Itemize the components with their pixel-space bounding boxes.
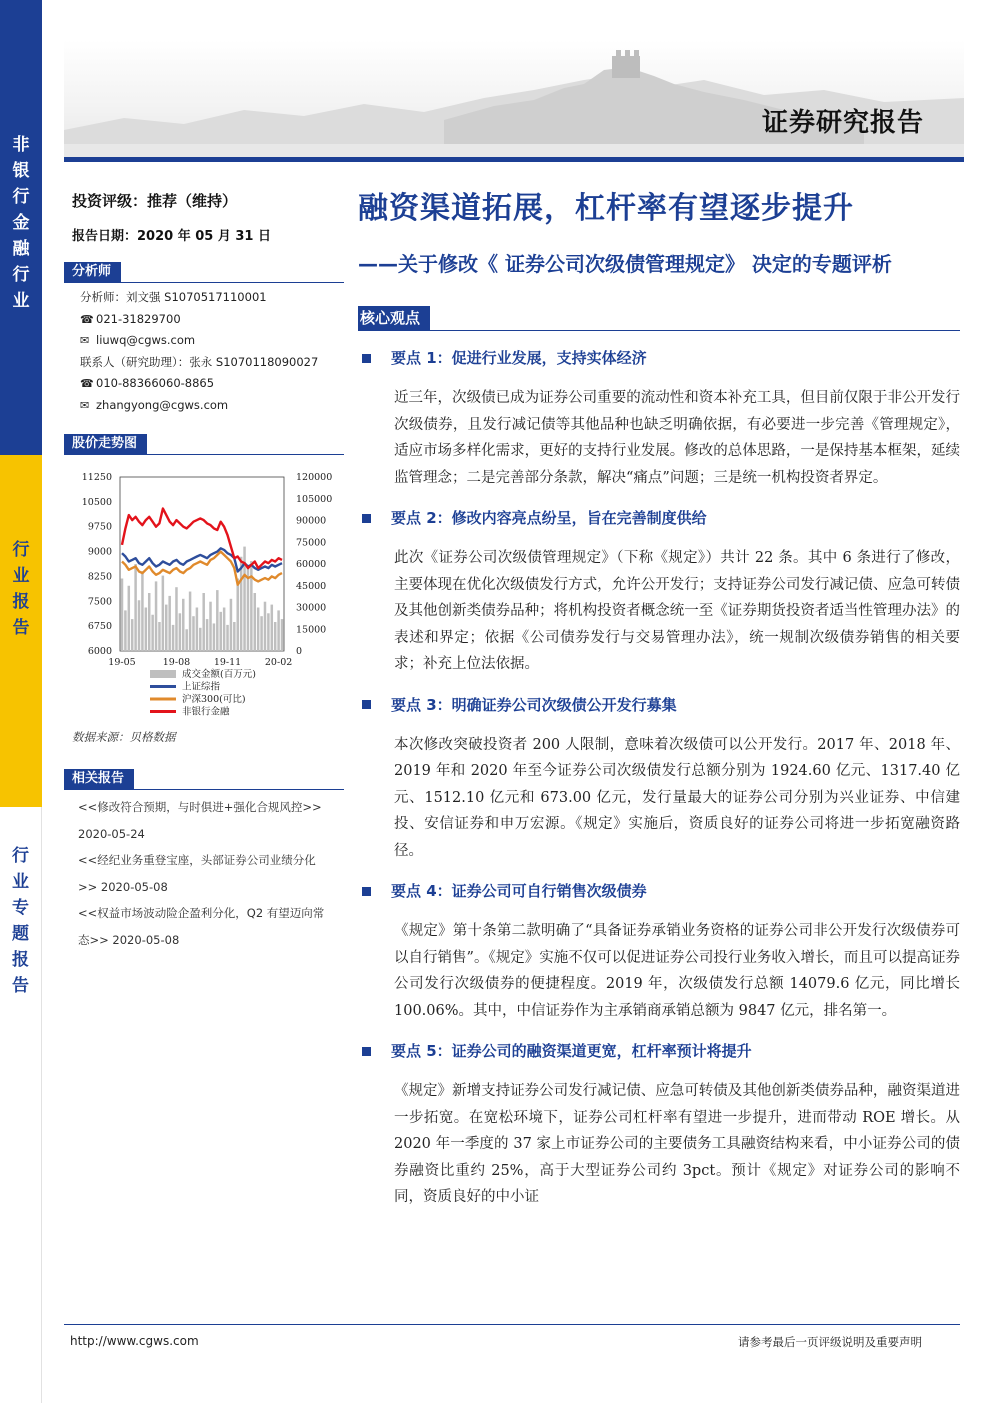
volume-bar (179, 613, 182, 651)
key-point (358, 880, 960, 1024)
phone-icon: ☎ (80, 312, 94, 326)
volume-bar (274, 622, 277, 651)
info-sidebar (64, 178, 344, 953)
analyst-line[interactable] (80, 395, 344, 417)
volume-bar (271, 605, 274, 651)
legend-label: 上证综指 (182, 681, 221, 693)
volume-bar (233, 622, 236, 651)
footer-rule (64, 1324, 960, 1325)
volume-bar (213, 623, 216, 651)
key-point (358, 694, 960, 865)
key-point-body: 《规定》新增支持证券公司发行减记债、应急可转债及其他创新类债券品种，融资渠道进一步拓宽。在宽松环境下，证券公司杠杆率有望进一步提升，进而带动 ROE 增长。从 2020 年一季度的 37 家上市证券公司的主要债务工具融资结构来看，中小证券公司的债券融资比重约 25%，高于大型证券公司约 3pct。预计《规定》对证券公司的影响不同，资质良好的中小证 (394, 1083, 960, 1205)
report-subtitle: ——关于修改《 证券公司次级债管理规定》 决定的专题评析 (358, 252, 892, 276)
volume-bar (131, 619, 134, 651)
header-rule (64, 157, 964, 162)
side-band-sector-text: 非银行金融行业 (12, 135, 30, 311)
report-type-label: 证券研究报告 (761, 108, 924, 138)
volume-bar (236, 579, 239, 652)
y-left-tick-label: 6750 (87, 621, 112, 633)
great-wall-illustration (64, 40, 964, 158)
analyst-line-text: zhangyong@cgws.com (96, 397, 229, 412)
mail-icon: ✉ (80, 398, 90, 412)
side-band-report-kind (0, 807, 42, 1403)
key-point-title (358, 694, 960, 716)
volume-bar (199, 628, 202, 651)
volume-bar (277, 610, 280, 651)
y-left-tick-label: 7500 (87, 596, 112, 608)
core-view-header (358, 306, 960, 331)
volume-bar (151, 615, 154, 651)
footer-disclaimer: 请参考最后一页评级说明及重要声明 (738, 1335, 922, 1349)
y-left-tick-label: 9000 (87, 546, 112, 558)
report-title: 融资渠道拓展，杠杆率有望逐步提升 (358, 191, 854, 226)
mail-icon: ✉ (80, 334, 90, 347)
y-right-tick-label: 0 (296, 646, 303, 657)
volume-bar (264, 602, 267, 651)
side-band-doc-type-text: 行业报告 (12, 540, 30, 638)
x-tick-label: 20-02 (264, 657, 293, 668)
analyst-section-header (64, 262, 344, 283)
key-point-title-text: 要点 5：证券公司的融资渠道更宽，杠杆率预计将提升 (391, 1042, 752, 1060)
key-point (358, 507, 960, 678)
volume-bar (202, 593, 205, 651)
volume-bar (267, 613, 270, 651)
legend-label: 成交金额(百万元) (182, 669, 256, 680)
volume-bar (250, 561, 253, 651)
volume-bar (138, 600, 141, 651)
volume-bar (206, 619, 209, 651)
volume-bar (247, 567, 250, 651)
stock-chart (64, 461, 344, 727)
volume-bar (226, 625, 229, 651)
key-point-title (358, 507, 960, 529)
x-tick-label: 19-08 (162, 657, 191, 668)
volume-bar (162, 576, 165, 651)
volume-bar (189, 592, 192, 651)
analyst-line (80, 352, 344, 374)
key-point-title (358, 347, 960, 369)
chart-section-label: 股价走势图 (64, 434, 147, 454)
key-point (358, 1040, 960, 1211)
y-left-tick-label: 11250 (81, 472, 112, 483)
analyst-line-text: 分析师：刘文强 S1070517110001 (80, 290, 267, 304)
x-tick-label: 19-05 (108, 657, 136, 668)
volume-bar (141, 571, 144, 651)
key-point-body: 本次修改突破投资者 200 人限制，意味着次级债可以公开发行。2017 年、2018 年、2019 年和 2020 年至今证券公司次级债发行总额分别为 1924.60 亿元、1317.40 亿元、1512.10 亿元和 673.00 亿元，发行量最大的证券公司分别为兴业证券、中信建投、安信证券和申万宏源。《规定》实施后，资质良好的证券公司将进一步拓宽融资路径。 (394, 736, 960, 859)
side-band-sector (0, 0, 42, 455)
key-point-title-text: 要点 3：明确证券公司次级债公开发行募集 (391, 695, 677, 714)
key-point-title-text: 要点 1：促进行业发展，支持实体经济 (391, 349, 647, 367)
volume-bar (185, 629, 188, 651)
volume-bar (196, 608, 199, 652)
stock-chart-svg (64, 461, 344, 727)
y-right-tick-label: 105000 (296, 493, 333, 505)
volume-bar (223, 608, 226, 652)
y-right-tick-label: 30000 (296, 602, 327, 614)
volume-bar (158, 622, 161, 651)
report-date: 报告日期：2020 年 05 月 31 日 (72, 229, 271, 244)
footer-url[interactable]: http://www.cgws.com (70, 1334, 199, 1348)
related-report-list (64, 794, 344, 953)
square-bullet-icon (362, 700, 371, 709)
analyst-list (64, 287, 344, 416)
square-bullet-icon (362, 354, 371, 363)
analyst-line (80, 373, 344, 395)
key-point (358, 347, 960, 491)
key-point-body: 此次《证券公司次级债管理规定》（下称《规定》）共计 22 条。其中 6 条进行了修改，主要体现在优化次级债发行方式，允许公开发行；支持证券公司发行减记债、应急可转债及其他创新类债券品种；将机构投资者概念统一至《证券期货投资者适当性管理办法》的表述和界定；依据《公司债券发行与交易管理办法》，统一规制次级债券销售的相关要求；补充上位法依据。 (394, 550, 960, 672)
volume-bar (148, 593, 151, 651)
series-line (122, 509, 282, 569)
volume-bar (165, 605, 168, 651)
volume-bar (175, 587, 178, 651)
volume-bar (134, 564, 137, 651)
volume-bar (121, 579, 124, 652)
volume-bar (260, 616, 263, 651)
y-left-tick-label: 10500 (81, 496, 112, 508)
y-right-tick-label: 60000 (296, 559, 327, 570)
y-left-tick-label: 8250 (87, 571, 112, 583)
volume-bar (172, 625, 175, 651)
side-band-doc-type (0, 455, 42, 807)
analyst-line (80, 309, 344, 331)
volume-bar (128, 586, 130, 651)
legend-label: 非银行金融 (182, 706, 230, 718)
volume-bar (219, 612, 222, 651)
header-banner (64, 40, 964, 158)
related-report-link[interactable]: <<修改符合预期，与时俱进+强化合规风控>> 2020-05-24 (78, 800, 322, 841)
legend-label: 沪深300(可比) (182, 694, 246, 705)
analyst-line (80, 287, 344, 309)
key-point-body: 《规定》第十条第二款明确了“具备证券承销业务资格的证券公司非公开发行次级债券可以自行销售”。《规定》实施不仅可以促进证券公司投行业务收入增长，而且可以提高证券公司发行次级债券的便捷程度。2019 年，次级债发行总额 14079.6 亿元，同比增长 100.06%。其中，中信证券作为主承销商承销总额为 9847 亿元，排名第一。 (394, 923, 960, 1019)
volume-bar (209, 602, 212, 651)
volume-bar (230, 599, 233, 651)
key-point-title (358, 880, 960, 902)
volume-bar (216, 590, 219, 651)
y-right-tick-label: 15000 (296, 624, 327, 636)
analyst-line-text: liuwq@cgws.com (96, 333, 196, 347)
key-point-title-text: 要点 4：证券公司可自行销售次级债券 (391, 882, 647, 900)
volume-bar (155, 581, 158, 651)
key-point-title (358, 1040, 960, 1062)
volume-bar (168, 596, 171, 651)
legend-swatch (150, 670, 176, 678)
investment-rating: 投资评级：推荐（维持） (72, 192, 238, 210)
chart-section-header (64, 434, 344, 455)
volume-bar (182, 599, 185, 651)
core-view-label: 核心观点 (358, 306, 430, 330)
volume-bar (145, 608, 148, 652)
related-report-link[interactable]: <<经纪业务重登宝座，头部证券公司业绩分化>> 2020-05-08 (78, 853, 316, 894)
related-section-header (64, 769, 344, 790)
related-report-link[interactable]: <<权益市场波动险企盈利分化，Q2 有望迈向常态>> 2020-05-08 (78, 906, 325, 947)
volume-bar (124, 610, 127, 651)
volume-bar (257, 608, 260, 652)
side-band-report-kind-text: 行业专题报告 (12, 846, 29, 996)
y-left-tick-label: 9750 (87, 521, 112, 533)
y-right-tick-label: 45000 (296, 580, 327, 592)
analyst-line-text: 021-31829700 (96, 311, 181, 326)
square-bullet-icon (362, 1047, 371, 1056)
volume-bar (281, 619, 284, 651)
analyst-line[interactable] (80, 330, 344, 352)
y-right-tick-label: 75000 (296, 537, 327, 549)
y-right-tick-label: 90000 (296, 515, 327, 527)
volume-bar (192, 616, 195, 651)
related-section-label: 相关报告 (64, 769, 134, 789)
square-bullet-icon (362, 887, 371, 896)
analyst-line-text: 联系人（研究助理）：张永 S1070118090027 (80, 354, 319, 369)
key-point-body: 近三年，次级债已成为证券公司重要的流动性和资本补充工具，但目前仅限于非公开发行次级债券，且发行减记债等其他品种也缺乏明确依据，有必要进一步完善《管理规定》，适应市场多样化需求，更好的支持行业发展。修改的总体思路，一是保持基本框架，延续监管理念；二是完善部分条款，解决“痛点”问题；三是统一机构投资者界定。 (394, 390, 960, 486)
data-source: 数据来源：贝格数据 (72, 730, 176, 744)
y-left-tick-label: 6000 (87, 646, 112, 657)
y-right-tick-label: 120000 (296, 472, 333, 483)
key-point-title-text: 要点 2：修改内容亮点纷呈，旨在完善制度供给 (391, 509, 707, 527)
phone-icon: ☎ (80, 377, 94, 390)
main-content (358, 188, 960, 1211)
analyst-line-text: 010-88366060-8865 (96, 376, 215, 390)
volume-bar (254, 593, 257, 651)
square-bullet-icon (362, 514, 371, 523)
volume-bar (240, 557, 243, 651)
x-tick-label: 19-11 (213, 657, 242, 668)
analyst-section-label: 分析师 (64, 262, 121, 282)
